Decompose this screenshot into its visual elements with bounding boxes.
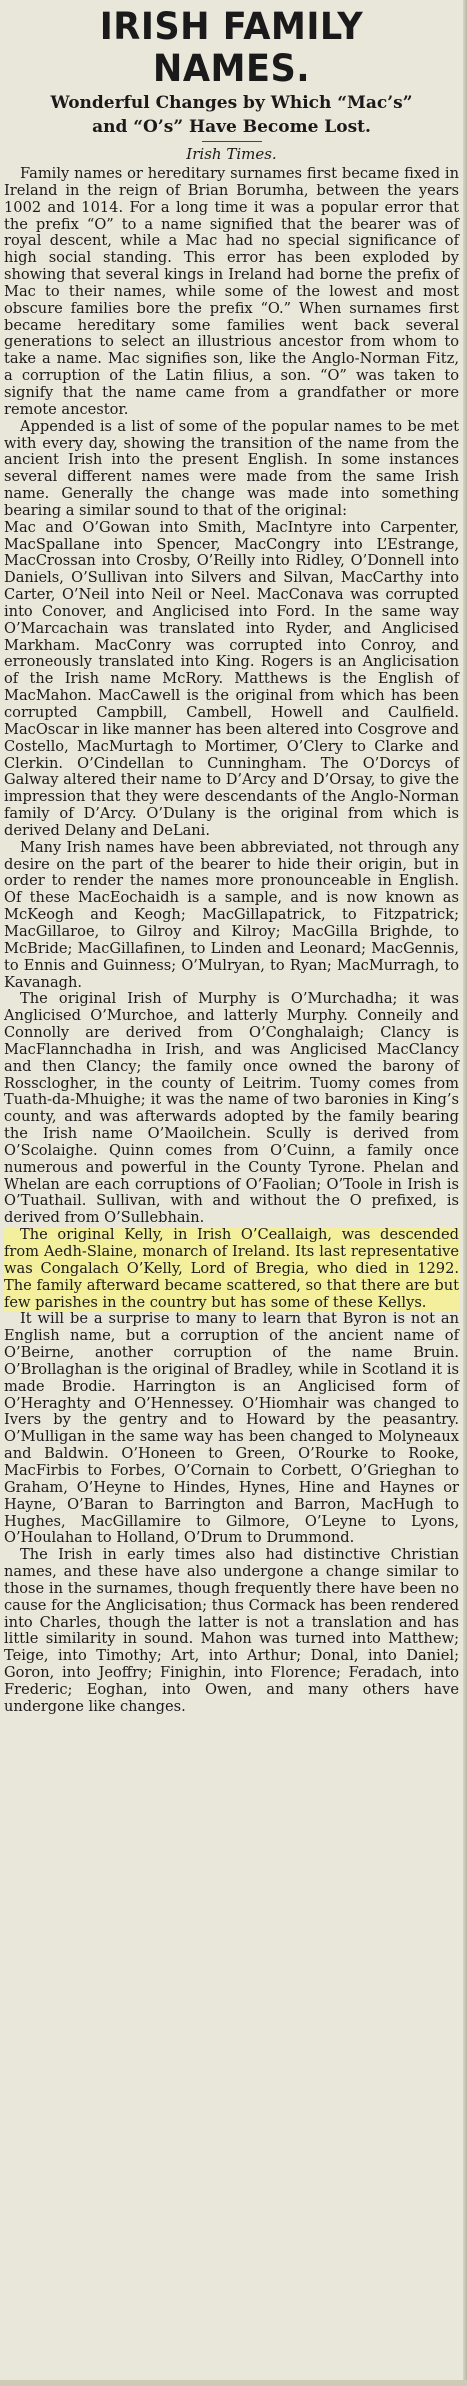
- paragraph-byron: It will be a surprise to many to learn that Byron is not an English name, but a corruption of the ancient name of O’Beirne, another corruption of the name Bruin. O’Brollaghan is the original of Bradley, while in Scotland it is made Brodie. Harrington is an Anglicised form of O’Heraghty and O’Hennessey. O’Hiomhair was changed to Ivers by the gentry and to Howard by the peasantry. O’Mulligan in the same way has been changed to Molyneaux and Baldwin. O’Honeen to Green, O’Rourke to Rooke, MacFirbis to Forbes, O’Cornain to Corbett, O’Grieghan to Graham, O’Heyne to Hindes, Hynes, Hine and Haynes or Hayne, O’Baran to Barrington and Barron, MacHugh to Hughes, MacGillamire to Gilmore, O’Leyne to Lyons, O’Houlahan to Holland, O’Drum to Drummond.: [4, 1310, 459, 1547]
- paragraph-intro: Family names or hereditary surnames first became fixed in Ireland in the reign of Brian Borumha, between the years 1002 and 1014. For a long time it was a popular error that the prefix “O” to a name signified that the bearer was of royal descent, while a Mac had no special significance of high social standing. This error has been exploded by showing that several kings in Ireland had borne the prefix of Mac to their names, while some of the lowest and most obscure families bore the prefix “O.” When surnames first became hereditary some families went back several generations to select an illustrious ancestor from whom to take a name. Mac signifies son, like the Anglo-Norman Fitz, a corruption of the Latin filius, a son. “O” was taken to signify that the name came from a grandfather or more remote ancestor.: [4, 165, 459, 418]
- paragraph-name-changes: Mac and O’Gowan into Smith, MacIntyre into Carpenter, MacSpallane into Spencer, MacCongry into L’Estrange, MacCrossan into Crosby, O’Reilly into Ridley, O’Donnell into Daniels, O’Sullivan into Silvers and Silvan, MacCarthy into Carter, O’Neil into Neil or Neel. MacConava was corrupted into Conover, and Anglicised into Ford. In the same way O’Marcachain was translated into Ryder, and Anglicised Markham. MacConry was corrupted into Conroy, and erroneously translated into King. Rogers is an Anglicisation of the Irish name McRory. Matthews is the English of MacMahon. MacCawell is the original from which has been corrupted Campbill, Cambell, Howell and Caulfield. MacOscar in like manner has been altered into Cosgrove and Costello, MacMurtagh to Mortimer, O’Clery to Clarke and Clerkin. O’Cindellan to Cunningham. The O’Dorcys of Galway altered their name to D’Arcy and D’Orsay, to give the impression that they were descendants of the Anglo-Norman family of D’Arcy. O’Dulany is the original from which is derived Delany and DeLani.: [4, 518, 459, 839]
- article-body: [4, 166, 459, 1716]
- paragraph-abbreviations: Many Irish names have been abbreviated, not through any desire on the part of the bearer to hide their origin, but in order to render the names more pronounceable in English. Of these MacEochaidh is a sample, and is now known as McKeogh and Keogh; MacGillapatrick, to Fitzpatrick; MacGillaroe, to Gilroy and Kilroy; MacGilla Brighde, to McBride; MacGillafinen, to Linden and Leonard; MacGennis, to Ennis and Guinness; O’Mulryan, to Ryan; MacMurragh, to Kavanagh.: [4, 838, 459, 991]
- headline: IRISH FAMILY NAMES.: [99, 5, 364, 90]
- paragraph-appended-list: Appended is a list of some of the popular names to be met with every day, showing the transition of the name from the ancient Irish into the present English. In some instances several different names were made from the same Irish name. Generally the change was made into something bearing a similar sound to that of the original:: [4, 417, 459, 519]
- paragraph-christian-names: The Irish in early times also had distinctive Christian names, and these have also undergone a change similar to those in the surnames, though frequently there have been no cause for the Anglicisation; thus Cormack has been rendered into Charles, though the latter is not a translation and has little similarity in sound. Mahon was turned into Matthew; Teige, into Timothy; Art, into Arthur; Donal, into Daniel; Goron, into Jeoffry; Finighin, into Florence; Feradach, into Frederic; Eoghan, into Owen, and many others have undergone like changes.: [4, 1546, 459, 1715]
- paragraph-murphy: The original Irish of Murphy is O’Murchadha; it was Anglicised O’Murchoe, and latterly Murphy. Conneily and Connolly are derived from O’Conghalaigh; Clancy is MacFlannchadha in Irish, and was Anglicised MacClancy and then Clancy; the family once owned the barony of Rossclogher, in the county of Leitrim. Tuomy comes from Tuath-da-Mhuighe; it was the name of two baronies in King’s county, and was afterwards adopted by the family bearing the Irish name O’Maoilchein. Scully is derived from O’Scolaighe. Quinn comes from O’Cuinn, a family once numerous and powerful in the County Tyrone. Phelan and Whelan are each corruptions of O’Faolian; O’Toole in Irish is O’Tuathail. Sullivan, with and without the O prefixed, is derived from O’Sullebhain.: [4, 990, 459, 1227]
- paragraph-kelly-highlighted: The original Kelly, in Irish O’Ceallaigh, was descended from Aedh-Slaine, monarch of Ireland. Its last representative was Congalach O’Kelly, Lord of Bregia, who died in 1292. The family afterward became scattered, so that there are but few parishes in the country but has some of these Kellys.: [4, 1226, 459, 1311]
- divider-rule: [202, 141, 262, 142]
- clipping-right-edge: [463, 0, 467, 2386]
- source-attribution: Irish Times.: [186, 145, 277, 163]
- subheadline-line-1: Wonderful Changes by Which “Mac’s”: [50, 93, 413, 113]
- subheadline-line-2: and “O’s” Have Become Lost.: [92, 117, 371, 137]
- clipping-bottom-edge: [0, 2380, 467, 2386]
